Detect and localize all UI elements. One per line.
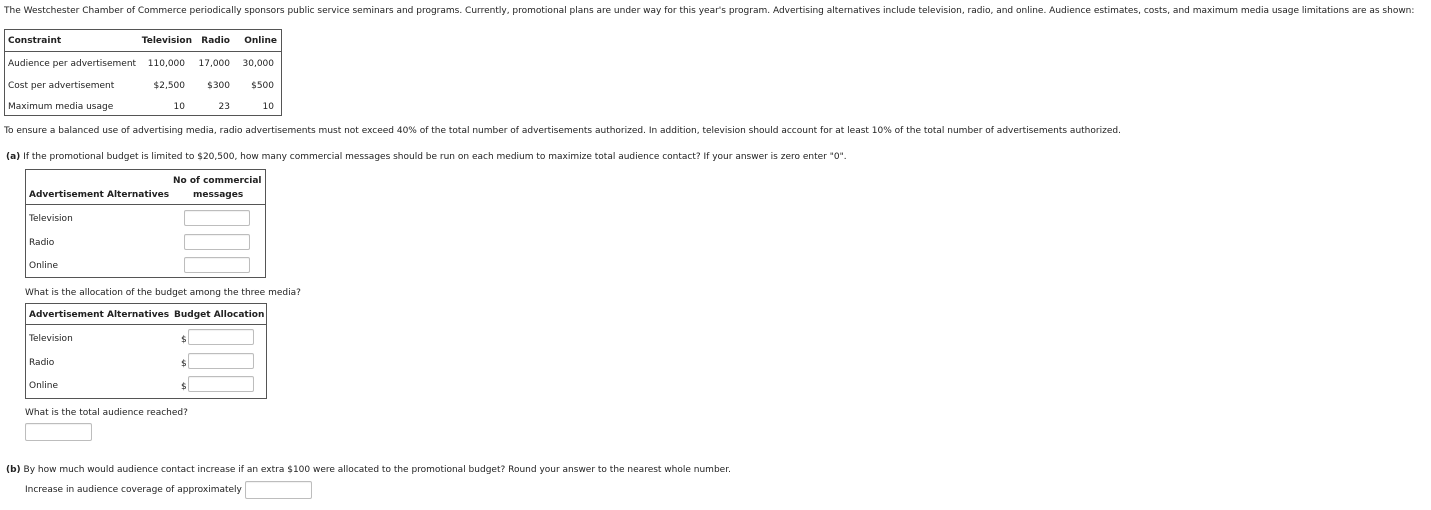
allocation-question: What is the allocation of the budget among the three media?	[25, 288, 301, 298]
online-budget-input[interactable]	[188, 376, 254, 392]
radio-messages-input[interactable]	[184, 234, 250, 250]
total-audience-question: What is the total audience reached?	[25, 408, 188, 418]
part-a-question-text: If the promotional budget is limited to $20,500, how many commercial messages should be run on each medium to maximize total audience contact? If your answer is zero enter "0".	[20, 152, 847, 162]
messages-row-radio: Radio	[29, 238, 55, 248]
allocation-col-budget: Budget Allocation	[174, 310, 265, 320]
radio-dollar-sign: $	[181, 359, 187, 369]
messages-row-online: Online	[29, 261, 59, 271]
row-label-audience: Audience per advertisement	[8, 59, 137, 69]
part-a-label: (a)	[6, 152, 21, 162]
intro-text: The Westchester Chamber of Commerce periodically sponsors public service seminars and programs. Currently, promotional plans are under way for this year's program. Advertising alternatives include television, radio, and online. Audience estimates, costs, and maximum media usage limitations are as shown:	[4, 6, 1415, 16]
messages-row-television: Television	[29, 214, 73, 224]
allocation-row-television: Television	[29, 334, 73, 344]
total-audience-input[interactable]	[25, 423, 92, 441]
max-radio: 23	[218, 102, 230, 112]
part-a-question	[6, 151, 847, 163]
allocation-row-radio: Radio	[29, 358, 55, 368]
audience-radio: 17,000	[198, 59, 230, 69]
audience-online: 30,000	[242, 59, 274, 69]
part-b-label: (b)	[6, 465, 21, 475]
part-b-question-text: By how much would audience contact increase if an extra $100 were allocated to the promotional budget? Round your answer to the nearest whole number.	[20, 465, 731, 475]
television-dollar-sign: $	[181, 335, 187, 345]
constraint-table	[4, 29, 282, 116]
cost-television: $2,500	[153, 81, 185, 91]
row-label-cost: Cost per advertisement	[8, 81, 115, 91]
messages-table	[25, 169, 266, 278]
messages-col-alternatives: Advertisement Alternatives	[29, 190, 170, 200]
max-online: 10	[262, 102, 274, 112]
audience-television: 110,000	[147, 59, 185, 69]
header-television: Television	[141, 36, 192, 46]
header-online: Online	[244, 36, 277, 46]
online-dollar-sign: $	[181, 382, 187, 392]
row-label-max-usage: Maximum media usage	[8, 102, 114, 112]
online-messages-input[interactable]	[184, 257, 250, 273]
allocation-col-alternatives: Advertisement Alternatives	[29, 310, 170, 320]
balance-text: To ensure a balanced use of advertising media, radio advertisements must not exceed 40% of the total number of advertisements authorized. In addition, television should account for at least 10% of the total number of advertisements authorized.	[4, 126, 1121, 136]
header-radio: Radio	[201, 36, 230, 46]
max-television: 10	[173, 102, 185, 112]
allocation-row-online: Online	[29, 381, 59, 391]
header-constraint: Constraint	[8, 36, 62, 46]
cost-radio: $300	[207, 81, 230, 91]
television-messages-input[interactable]	[184, 210, 250, 226]
audience-increase-input[interactable]	[245, 481, 312, 499]
television-budget-input[interactable]	[188, 329, 254, 345]
radio-budget-input[interactable]	[188, 353, 254, 369]
allocation-table	[25, 303, 267, 399]
part-b-question	[6, 464, 731, 476]
part-b-answer-label: Increase in audience coverage of approximately	[25, 485, 242, 495]
cost-online: $500	[251, 81, 274, 91]
messages-col-count-line2: messages	[193, 190, 244, 200]
messages-col-count-line1: No of commercial	[173, 176, 262, 186]
